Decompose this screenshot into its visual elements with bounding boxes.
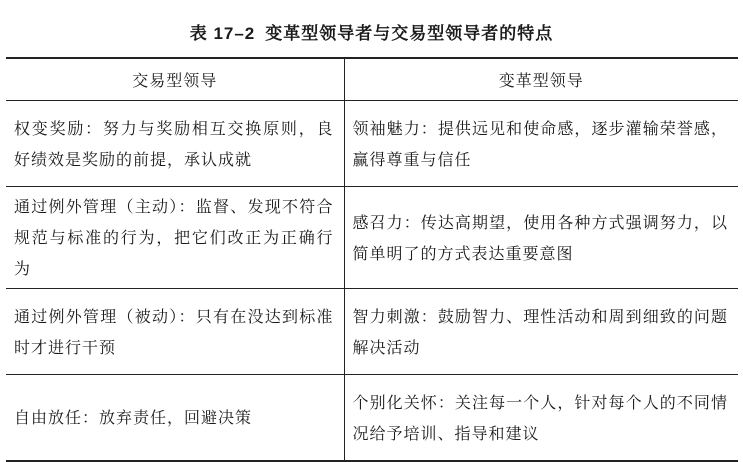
cell-transformational: 领袖魅力：提供远见和使命感，逐步灌输荣誉感，赢得尊重与信任	[344, 101, 738, 187]
comparison-table	[6, 57, 738, 462]
cell-transactional: 自由放任：放弃责任，回避决策	[6, 375, 344, 462]
table-header	[6, 58, 738, 101]
header-transformational: 变革型领导	[344, 58, 738, 101]
table-row	[6, 101, 738, 187]
table-body	[6, 101, 738, 462]
header-transactional: 交易型领导	[6, 58, 344, 101]
cell-transactional: 通过例外管理（被动）：只有在没达到标准时才进行干预	[6, 289, 344, 375]
cell-transactional: 权变奖励：努力与奖励相互交换原则，良好绩效是奖励的前提，承认成就	[6, 101, 344, 187]
table-title: 变革型领导者与交易型领导者的特点	[265, 24, 554, 44]
cell-transformational: 个别化关怀：关注每一个人，针对每个人的不同情况给予培训、指导和建议	[344, 375, 738, 462]
table-row	[6, 375, 738, 462]
table-caption	[0, 22, 743, 46]
table-number: 表 17–2	[189, 24, 256, 43]
table-row	[6, 187, 738, 289]
header-row	[6, 58, 738, 101]
cell-transformational: 智力刺激：鼓励智力、理性活动和周到细致的问题解决活动	[344, 289, 738, 375]
table-row	[6, 289, 738, 375]
cell-transactional: 通过例外管理（主动）：监督、发现不符合规范与标准的行为，把它们改正为正确行为	[6, 187, 344, 289]
cell-transformational: 感召力：传达高期望，使用各种方式强调努力，以简单明了的方式表达重要意图	[344, 187, 738, 289]
